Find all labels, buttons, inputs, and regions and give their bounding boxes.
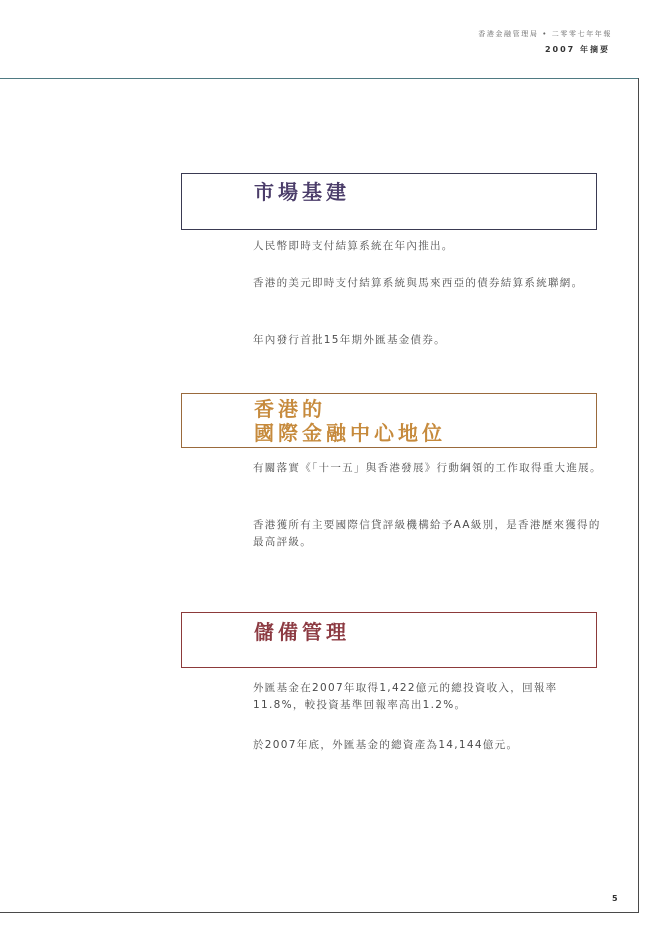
right-border bbox=[638, 78, 639, 913]
section-box-market-infrastructure bbox=[181, 173, 597, 230]
footer-divider bbox=[0, 912, 639, 913]
paragraph: 年內發行首批15年期外匯基金債券。 bbox=[253, 334, 446, 346]
paragraph: 於2007年底，外匯基金的總資產為14,144億元。 bbox=[253, 739, 519, 751]
report-header-title: 香港金融管理局 • 二零零七年年報 bbox=[478, 30, 612, 38]
section-box-financial-centre bbox=[181, 393, 597, 448]
section-title bbox=[254, 397, 446, 445]
paragraph: 人民幣即時支付結算系統在年內推出。 bbox=[253, 240, 454, 252]
report-header-subtitle: 2007 年摘要 bbox=[544, 45, 610, 54]
page-number: 5 bbox=[612, 894, 618, 903]
paragraph: 有關落實《「十一五」與香港發展》行動綱領的工作取得重大進展。 bbox=[253, 462, 602, 474]
section-title-line: 國際金融中心地位 bbox=[254, 421, 446, 445]
section-title-line: 市場基建 bbox=[254, 180, 350, 204]
header-divider bbox=[0, 78, 639, 79]
paragraph: 香港的美元即時支付結算系統與馬來西亞的債券結算系統聯網。 bbox=[253, 277, 584, 289]
section-title bbox=[254, 179, 350, 205]
paragraph: 外匯基金在2007年取得1,422億元的總投資收入，回報率11.8%，較投資基準回報率高出1.2%。 bbox=[253, 682, 558, 711]
section-title bbox=[254, 619, 350, 645]
section-title-line: 香港的 bbox=[254, 397, 326, 421]
section-box-reserves-management bbox=[181, 612, 597, 668]
paragraph: 香港獲所有主要國際信貸評級機構給予AA級別，是香港歷來獲得的最高評級。 bbox=[253, 519, 601, 548]
section-title-line: 儲備管理 bbox=[254, 620, 350, 644]
